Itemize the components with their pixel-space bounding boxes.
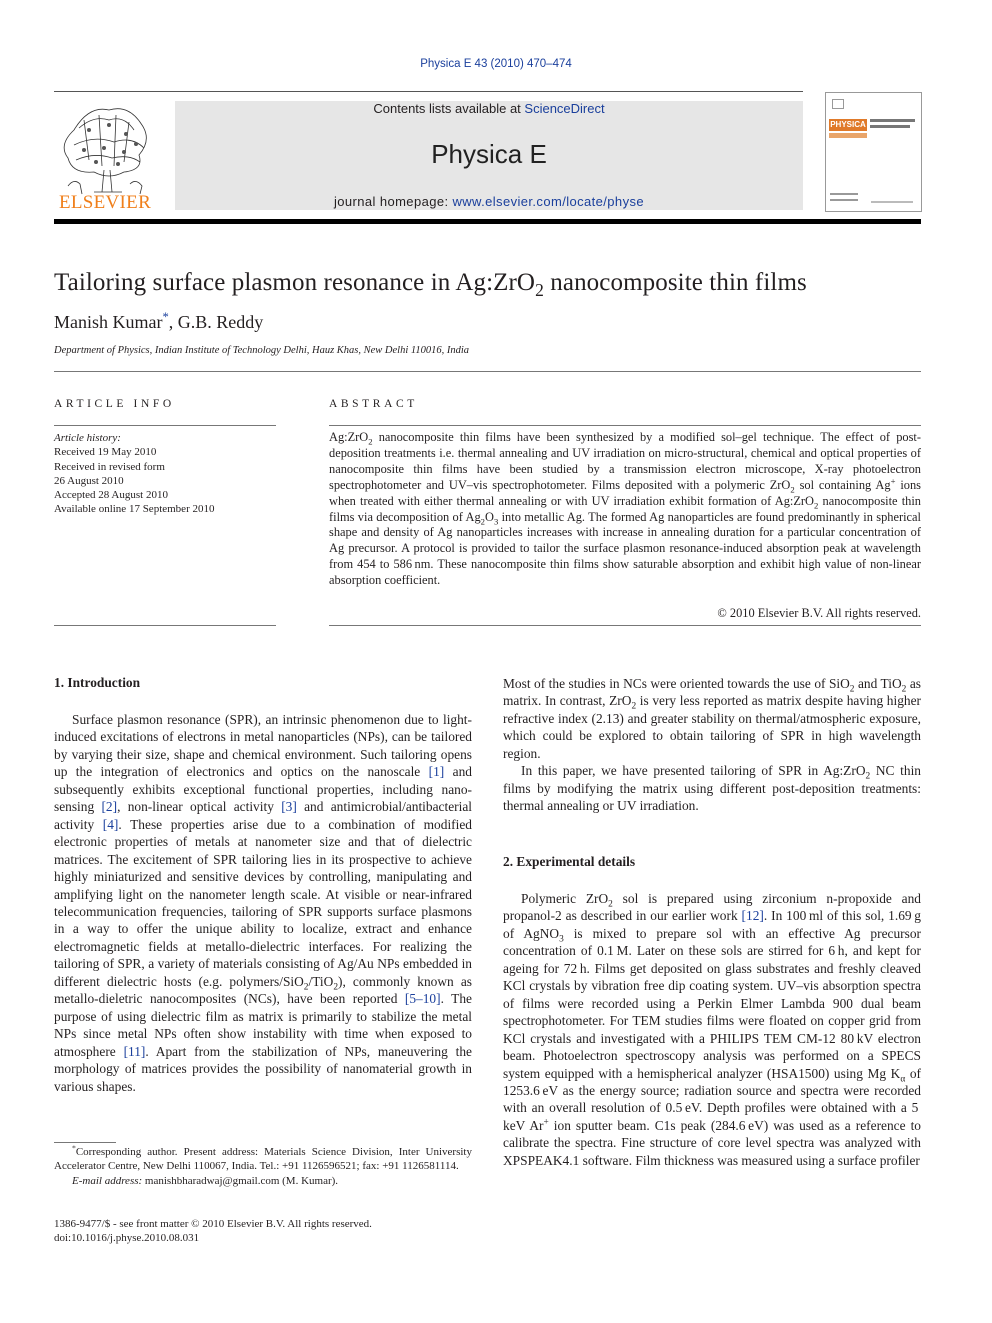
email-note (54, 1174, 472, 1188)
history-item: Available online 17 September 2010 (54, 503, 215, 516)
email-label: E-mail address: (72, 1174, 143, 1187)
cover-label: PHYSICA (830, 120, 866, 129)
history-item: Received in revised form (54, 460, 165, 473)
cover-stripe (829, 133, 867, 138)
abstract-heading: ABSTRACT (329, 398, 418, 410)
section-divider (329, 425, 921, 426)
paragraph: Surface plasmon resonance (SPR), an intrinsic phenomenon due to light-induced excitations of electrons in metal nanoparticles (NPs), can be tailored by varying their size, shape and chemical environment. Such tailoring opens up the integration of electronics and optics on the nanoscale [1] and subsequently exhibits exceptional functional properties, including nano-sensing [2], non-linear optical activity [3] and antimicrobial/antibacterial activity [4]. These properties arise due to a combination of modified electronic properties of metals at nanometer size and that of dielectric matrices. The excitement of SPR tailoring lies in its prospective to achieve highly miniaturized and sensitive devices by controlling, manipulating and amplifying light on the nanometer length scale. At visible or near-infrared telecommunication frequencies, tailoring of SPR supports surface plasmons in a way to offer the unique ability to localize, extract and enhance electromagnetic fields at metallo-dielectric interfaces. For realizing the tailoring of SPR, a variety of materials consisting of Ag/Au NPs embedded in different dielectric hosts (e.g. polymers/SiO$_2$/TiO$_2$), commonly known as metallo-dieletric nanocomposites (NCs), have been reported [5–10]. The purpose of using dielectric film as matrix is primarily to stabilize the metal NPs since metal NPs often show instability with time when exposed to atmosphere [11]. Apart from the stabilization of NPs, maneuvering the morphology of matrices provides the possibility of nanomaterial growth in various shapes. (54, 712, 473, 1094)
journal-citation[interactable]: Physica E 43 (2010) 470–474 (420, 58, 572, 70)
reference-link[interactable]: [3] (281, 799, 297, 815)
title-text: Tailoring surface plasmon resonance in Ag:ZrO (54, 269, 536, 296)
author-name[interactable]: Manish Kumar (54, 312, 163, 332)
header-top-rule (54, 91, 803, 92)
cover-text-line (870, 119, 915, 122)
corresponding-author-text: Corresponding author. Present address: Materials Science Division, Inter University Accelerator Centre, New Delhi 110067, India. Tel.: +91 1126596521; fax: +91 1126581114. (54, 1146, 472, 1173)
section-heading-experimental: 2. Experimental details (503, 854, 636, 869)
reference-link[interactable]: [12] (741, 908, 764, 924)
journal-homepage-link[interactable]: www.elsevier.com/locate/physe (452, 194, 644, 209)
title-text: nanocomposite thin films (543, 269, 807, 296)
introduction-body-continued (503, 675, 921, 815)
issn-line: 1386-9477/$ - see front matter © 2010 Elsevier B.V. All rights reserved. (54, 1218, 372, 1230)
abstract-text: Ag:ZrO$_2$ nanocomposite thin films have been synthesized by a modified sol–gel technique. The effect of post-deposition treatments i.e. thermal annealing and UV irradiation on micro-structural, chemical and optical properties of nanocomposite thin films have been studied by a transmission electron microscope, X-ray photoelectron spectrophotometer and UV–vis spectrophotometer. Films deposited with a polymeric ZrO$_2$ sol containing Ag+ ions when treated with either thermal annealing or with UV irradiation exhibit formation of Ag:ZrO$_2$ nanocomposite thin films via decomposition of $Ag_2O_3$ into metallic Ag. The formed Ag nanoparticles are found predominantly in spherical shape and density of Ag nanoparticles increases with increase in annealing duration for a particular concentration of Ag precursor. A protocol is provided to tailor the surface plasmon resonance-induced absorption peak at wavelength from 454 to 586 nm. These nanocomposite thin films show saturable absorption and exhibit high value of non-linear absorption coefficient. (329, 430, 921, 588)
journal-title: Physica E (431, 139, 547, 169)
paragraph: Polymeric ZrO$_2$ sol is prepared using zirconium n-propoxide and propanol-2 as described in our earlier work [12]. In 100 ml of this sol, 1.69 g of AgNO$_3$ is mixed to prepare sol with an effective Ag precursor concentration of 0.1 M. Later on these sols are stirred for 6 h, and kept for ageing for 72 h. Films get deposited on glass substrates and freshly cleaved KCl crystals by vibration free dip coating system. UV–vis absorption spectra of films were recorded using a Perkin Elmer Lambda 900 dual beam spectrophotometer. For TEM studies films were floated on copper grid from KCl crystals and investigated with a PHILIPS TEM CM-12 80 kV electron beam. Photoelectron spectroscopy analysis was performed on a SPECS system equipped with a hemispherical analyzer (HSA1500) using Mg $K_\alpha$ of 1253.6 eV as the energy source; radiation source and spectra were recorded with an overall resolution of 0.5 eV. Depth profiles were obtained with a 5 keV Ar+ ion sputter beam. C1s peak (284.6 eV) was used as a reference to calibrate the spectra. Fine structure of core level spectra was analyzed with XPSPEAK4.1 software. Film thickness was measured using a surface profiler (503, 891, 922, 1168)
section-divider (54, 371, 921, 372)
article-title (54, 269, 934, 300)
footnote-divider (54, 1142, 116, 1143)
reference-link[interactable]: [11] (123, 1043, 146, 1059)
paragraph: Most of the studies in NCs were oriented towards the use of SiO$_2$ and TiO$_2$ as matrix. In contrast, ZrO$_2$ is very less reported as matrix despite having higher refractive index (2.13) and greater stability on thermal/atmospheric exposure, which could be explored to obtain tailoring of SPR in high wavelength region. (503, 676, 922, 761)
cover-text-line (870, 125, 910, 128)
history-label: Article history: (54, 432, 121, 444)
history-item: Received 19 May 2010 (54, 446, 157, 459)
elsevier-wordmark: ELSEVIER (58, 192, 152, 213)
elsevier-logo (54, 100, 156, 212)
homepage-prefix: journal homepage: (333, 194, 453, 209)
email-address[interactable]: manishbharadwaj@gmail.com (M. Kumar). (144, 1174, 339, 1187)
cover-text-line (871, 201, 913, 203)
doi-line[interactable]: doi:10.1016/j.physe.2010.08.031 (54, 1232, 200, 1245)
section-divider (54, 425, 276, 426)
affiliation: Department of Physics, Indian Institute of Technology Delhi, Hauz Khas, New Delhi 110016, India (54, 345, 470, 356)
corresponding-author-note: *Corresponding author. Present address: Materials Science Division, Inter University Accelerator Centre, New Delhi 110067, India. Tel.: +91 1126596521; fax: +91 1126581114. (54, 1143, 472, 1173)
journal-homepage-line (175, 194, 803, 209)
abstract-copyright: © 2010 Elsevier B.V. All rights reserved. (717, 606, 921, 620)
cover-logo-icon (832, 99, 844, 109)
experimental-body (503, 890, 921, 1169)
cover-text-line (830, 199, 858, 201)
history-item: 26 August 2010 (54, 474, 124, 487)
sciencedirect-link[interactable]: ScienceDirect (524, 101, 605, 116)
reference-link[interactable]: [4] (102, 816, 119, 832)
contents-prefix: Contents lists available at (373, 101, 525, 116)
history-item: Accepted 28 August 2010 (54, 489, 168, 502)
author-name[interactable]: G.B. Reddy (177, 312, 264, 332)
reference-link[interactable]: [1] (428, 764, 445, 780)
author-list (54, 312, 263, 333)
author-separator: , (168, 312, 178, 332)
cover-text-line (830, 193, 858, 195)
journal-cover-thumbnail[interactable] (825, 92, 922, 212)
header-divider (54, 219, 921, 224)
section-divider (54, 625, 276, 626)
section-divider (329, 625, 921, 626)
corresponding-author-mark[interactable]: * (162, 310, 169, 324)
footnote (54, 1145, 472, 1188)
reference-link[interactable]: [2] (101, 799, 118, 815)
article-history (54, 431, 276, 517)
introduction-body (54, 711, 472, 1095)
title-subscript: 2 (535, 280, 544, 300)
reference-link[interactable]: [5–10] (404, 991, 441, 1007)
article-info-heading: ARTICLE INFO (54, 398, 175, 410)
contents-line (175, 101, 803, 116)
paragraph: In this paper, we have presented tailoring of SPR in Ag:ZrO$_2$ NC thin films by modifying the matrix using different post-deposition treatments: thermal annealing or UV irradiation. (503, 763, 921, 814)
issn-doi-block (54, 1217, 372, 1246)
section-heading-introduction: 1. Introduction (54, 675, 141, 690)
